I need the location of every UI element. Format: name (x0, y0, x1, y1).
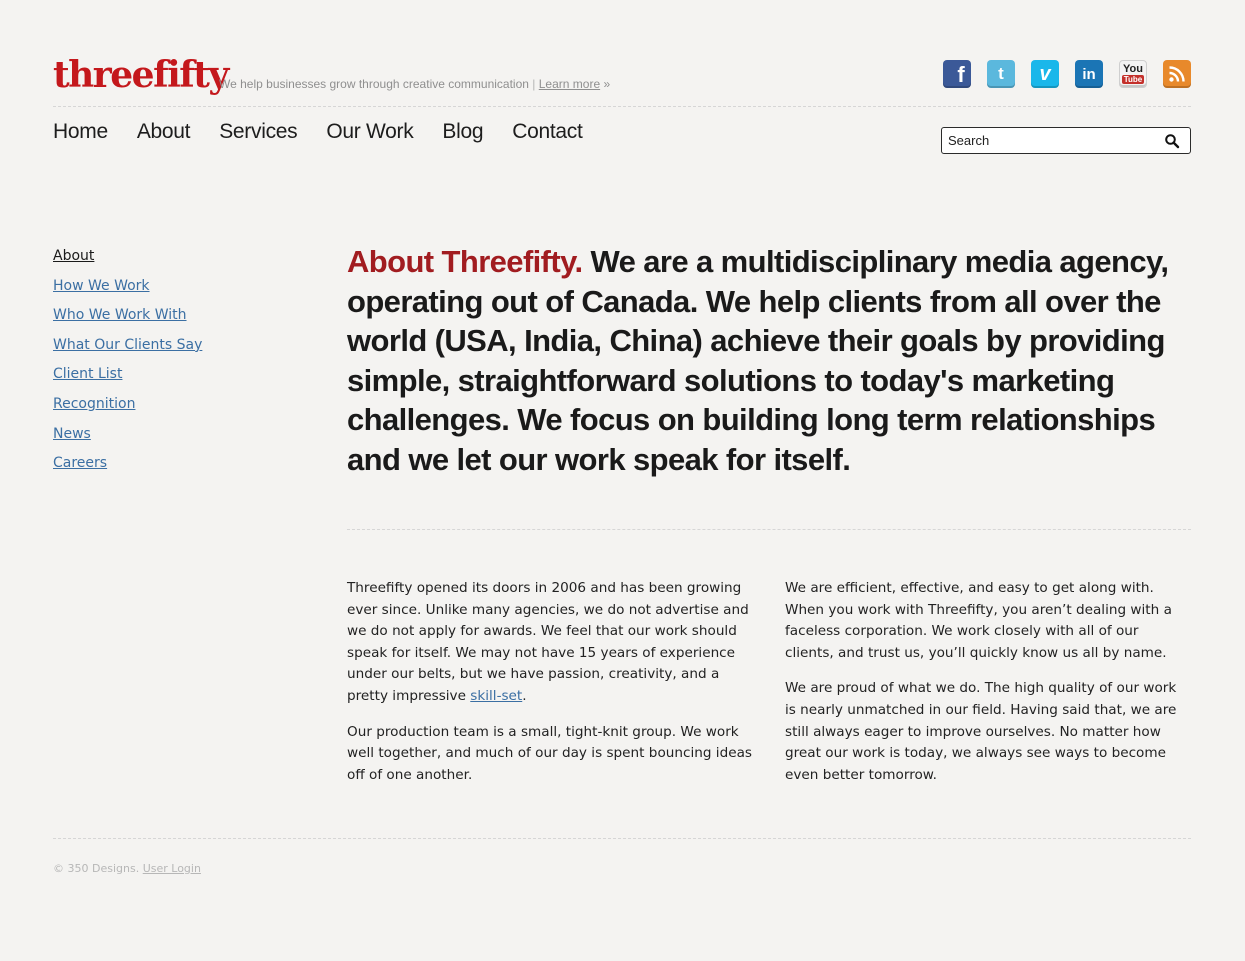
sidebar-item-about (53, 246, 273, 276)
sidebar-link-clients-say[interactable]: What Our Clients Say (53, 336, 203, 353)
raquo-glyph: » (603, 77, 611, 91)
nav-about[interactable]: About (136, 120, 191, 143)
intro-text: We are a multidisciplinary media agency, operating out of Canada. We help clients from all over the world (USA, India, China) achieve their goals by providing simple, straightforward solutions to today's marketing challenges. We focus on building long term relationships and we let our work speak for itself. (347, 244, 1169, 477)
site-header (53, 55, 1191, 107)
search-box (941, 127, 1191, 154)
site-footer (53, 838, 1191, 875)
sidebar-link-client-list[interactable]: Client List (53, 366, 123, 383)
sidebar-item-how-we-work (53, 276, 273, 306)
nav-services[interactable]: Services (219, 120, 298, 143)
rss-icon[interactable] (1163, 60, 1191, 88)
col1-paragraph-1 (347, 578, 753, 708)
col1-paragraph-2: Our production team is a small, tight-knit group. We work well together, and much of our day is spent bouncing ideas off of one another. (347, 723, 752, 783)
nav-our-work[interactable]: Our Work (326, 120, 414, 143)
nav-contact[interactable]: Contact (512, 120, 583, 143)
sidebar-link-who-we-work-with[interactable]: Who We Work With (53, 307, 187, 324)
sidebar-item-client-list (53, 364, 273, 394)
skill-set-link[interactable]: skill-set (470, 687, 523, 704)
col2-paragraph-2: We are proud of what we do. The high quality of our work is nearly unmatched in our field. Having said that, we are still always eager to improve ourselves. No matter how great our work is today, we always see ways to become even better tomorrow. (785, 680, 1177, 783)
copyright-text: © 350 Designs. (53, 862, 143, 875)
site-logo[interactable]: threefifty (53, 54, 228, 96)
copyright (53, 862, 1191, 875)
search-input[interactable] (942, 130, 1152, 152)
main-content (347, 242, 1191, 800)
sidebar-menu (53, 246, 273, 483)
user-login-link[interactable]: User Login (142, 862, 201, 875)
search-icon[interactable] (1164, 133, 1180, 149)
sidebar (53, 246, 273, 483)
linkedin-icon[interactable]: in (1075, 60, 1103, 88)
facebook-icon[interactable]: f (943, 60, 971, 88)
sidebar-link-recognition[interactable]: Recognition (53, 395, 136, 412)
vimeo-icon[interactable]: v (1031, 60, 1059, 88)
main-nav (53, 120, 1191, 160)
col1-p1-text: Threefifty opened its doors in 2006 and has been growing ever since. Unlike many agencies, we do not advertise and we do not apply for awards. We feel that our work should speak for itself. We may not have 15 years of experience under our belts, but we have passion, creativity, and a pretty impressive (347, 580, 749, 704)
social-links (943, 60, 1191, 88)
sidebar-link-how-we-work[interactable]: How We Work (53, 277, 150, 294)
twitter-icon[interactable]: t (987, 60, 1015, 88)
page-intro (347, 242, 1191, 530)
sidebar-item-who-we-work-with (53, 305, 273, 335)
col2-paragraph-1: We are efficient, effective, and easy to get along with. When you work with Threefifty, you aren’t dealing with a faceless corporation. We work closely with all of our clients, and trust us, you’ll quickly know us all by name. (785, 580, 1172, 661)
column-right (785, 578, 1191, 800)
column-left (347, 578, 753, 800)
sidebar-link-about[interactable]: About (53, 248, 95, 264)
youtube-tube: Tube (1123, 75, 1143, 84)
tagline-separator: | (532, 77, 536, 91)
sidebar-item-recognition (53, 394, 273, 424)
youtube-you: You (1123, 63, 1143, 75)
rss-glyph (1168, 65, 1186, 83)
tagline-text: We help businesses grow through creative communication (219, 77, 529, 91)
sidebar-link-careers[interactable]: Careers (53, 455, 108, 472)
nav-home[interactable]: Home (53, 120, 108, 143)
page-title: About Threefifty. (347, 244, 583, 279)
youtube-icon[interactable] (1119, 60, 1147, 88)
body-columns (347, 578, 1191, 800)
sidebar-item-clients-say (53, 335, 273, 365)
learn-more-link[interactable]: Learn more (538, 77, 601, 91)
col1-p1-end: . (522, 687, 527, 704)
sidebar-item-news (53, 424, 273, 454)
sidebar-link-news[interactable]: News (53, 425, 91, 442)
sidebar-item-careers (53, 453, 273, 483)
nav-blog[interactable]: Blog (442, 120, 484, 143)
tagline (219, 77, 610, 91)
